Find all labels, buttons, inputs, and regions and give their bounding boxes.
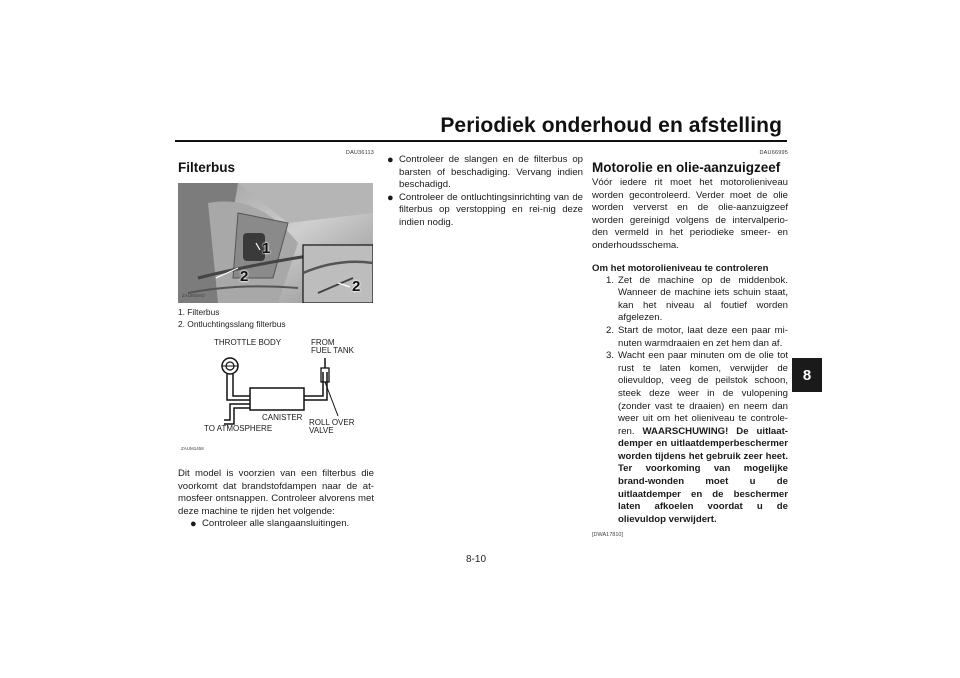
- warning-code: [DWA17810]: [592, 532, 623, 539]
- page-number: 8-10: [466, 554, 487, 565]
- filterbus-photo: [178, 183, 373, 303]
- section-title-filterbus: Filterbus: [178, 160, 236, 175]
- chapter-tab[interactable]: 8: [792, 358, 822, 392]
- step-number: 1.: [605, 274, 614, 286]
- page-header-title: Periodiek onderhoud en afstelling: [440, 114, 782, 137]
- column-1: [178, 150, 374, 531]
- step-content: [618, 350, 788, 526]
- filterbus-photo-drawing: [178, 183, 373, 303]
- bullet-text: Controleer de slangen en de filterbus op barsten of beschadiging. Vervang indien beschadigd.: [399, 154, 583, 191]
- column-3: [592, 150, 788, 538]
- bullet-icon: ●: [387, 191, 394, 204]
- step-number: 2.: [605, 324, 614, 336]
- diagram-label-canister: CANISTER: [262, 413, 303, 422]
- photo-callout-2: 2: [240, 268, 249, 285]
- section-code: DAU36113: [345, 150, 374, 156]
- diagram-label-valve: VALVE: [309, 426, 334, 435]
- step-text: Zet de machine op de middenbok. Wanneer de machine iets schuin staat, kan het niveau al foutief worden afgelezen.: [618, 274, 788, 324]
- step-number: 3.: [605, 350, 614, 362]
- diagram-label-throttle-body: THROTTLE BODY: [214, 338, 282, 347]
- section-title-motorolie: Motorolie en olie-aanzuigzeef: [592, 160, 781, 175]
- header-rule: [175, 140, 787, 142]
- photo-callout-2-inset: 2: [352, 278, 361, 295]
- subheading-oil-level: Om het motorolieniveau te controleren: [592, 262, 769, 274]
- diagram-label-roll-over: ROLL OVER: [309, 418, 355, 427]
- bullet-item: [178, 518, 374, 531]
- diagram-code: ZAUM1458: [181, 446, 204, 451]
- motorolie-intro: Vóór iedere rit moet het motorolieniveau worden gecontroleerd. Verder moet de olie worden ververst en de olie-aanzuigzeef worden gereinigd volgens de intervalperio-den vermeld in het periodieke smeer- en onderhoudsschema.: [592, 177, 788, 251]
- step-text: Start de motor, laat deze een paar mi-nuten warmdraaien en zet hem dan af.: [618, 324, 788, 349]
- section-code: DAU66995: [759, 150, 788, 156]
- step-item: [592, 350, 788, 526]
- step-text: Wacht een paar minuten om de olie tot rust te laten komen, verwijder de olievuldop, veeg de peilstok schoon, steek deze weer in de vulopening (zonder vast te draaien) en neem dan weer uit om het olieniveau te controle-ren.: [618, 350, 788, 437]
- photo-code: ZAUM1942: [182, 293, 205, 298]
- bullet-icon: ●: [387, 154, 394, 166]
- column-2: [387, 154, 583, 230]
- photo-callout-1: 1: [262, 240, 271, 257]
- diagram-label-from: FROM: [311, 338, 335, 347]
- photo-caption-1: 1. Filterbus: [178, 307, 220, 317]
- canister-diagram-drawing: [178, 338, 373, 460]
- step-item: [592, 325, 788, 350]
- warning-text: WAARSCHUWING! De uitlaat-demper en uitlaatdemperbeschermer worden tijdens het gebruik zeer heet. Ter voorkoming van mogelijke brand-wonden moet u de uitlaatdemper en de beschermer laten afkoelen voordat u de olievuldop verwijdert.: [618, 425, 788, 525]
- diagram-label-fuel-tank: FUEL TANK: [311, 346, 354, 355]
- diagram-label-to-atmosphere: TO ATMOSPHERE: [204, 424, 273, 433]
- step-item: [592, 275, 788, 325]
- bullet-text: Controleer alle slangaansluitingen.: [202, 518, 350, 530]
- filterbus-intro: Dit model is voorzien van een filterbus die voorkomt dat brandstofdampen naar de at-mosfeer ontsnappen. Controleer alvorens met deze machine te rijden het volgende:: [178, 468, 374, 517]
- photo-caption-2: 2. Ontluchtingsslang filterbus: [178, 318, 286, 329]
- canister-diagram: [178, 338, 373, 460]
- bullet-text: Controleer de ontluchtingsinrichting van de filterbus op verstopping en rei-nig deze indien nodig.: [399, 191, 583, 228]
- bullet-item: [387, 154, 583, 192]
- bullet-item: [387, 192, 583, 230]
- bullet-icon: ●: [190, 518, 197, 531]
